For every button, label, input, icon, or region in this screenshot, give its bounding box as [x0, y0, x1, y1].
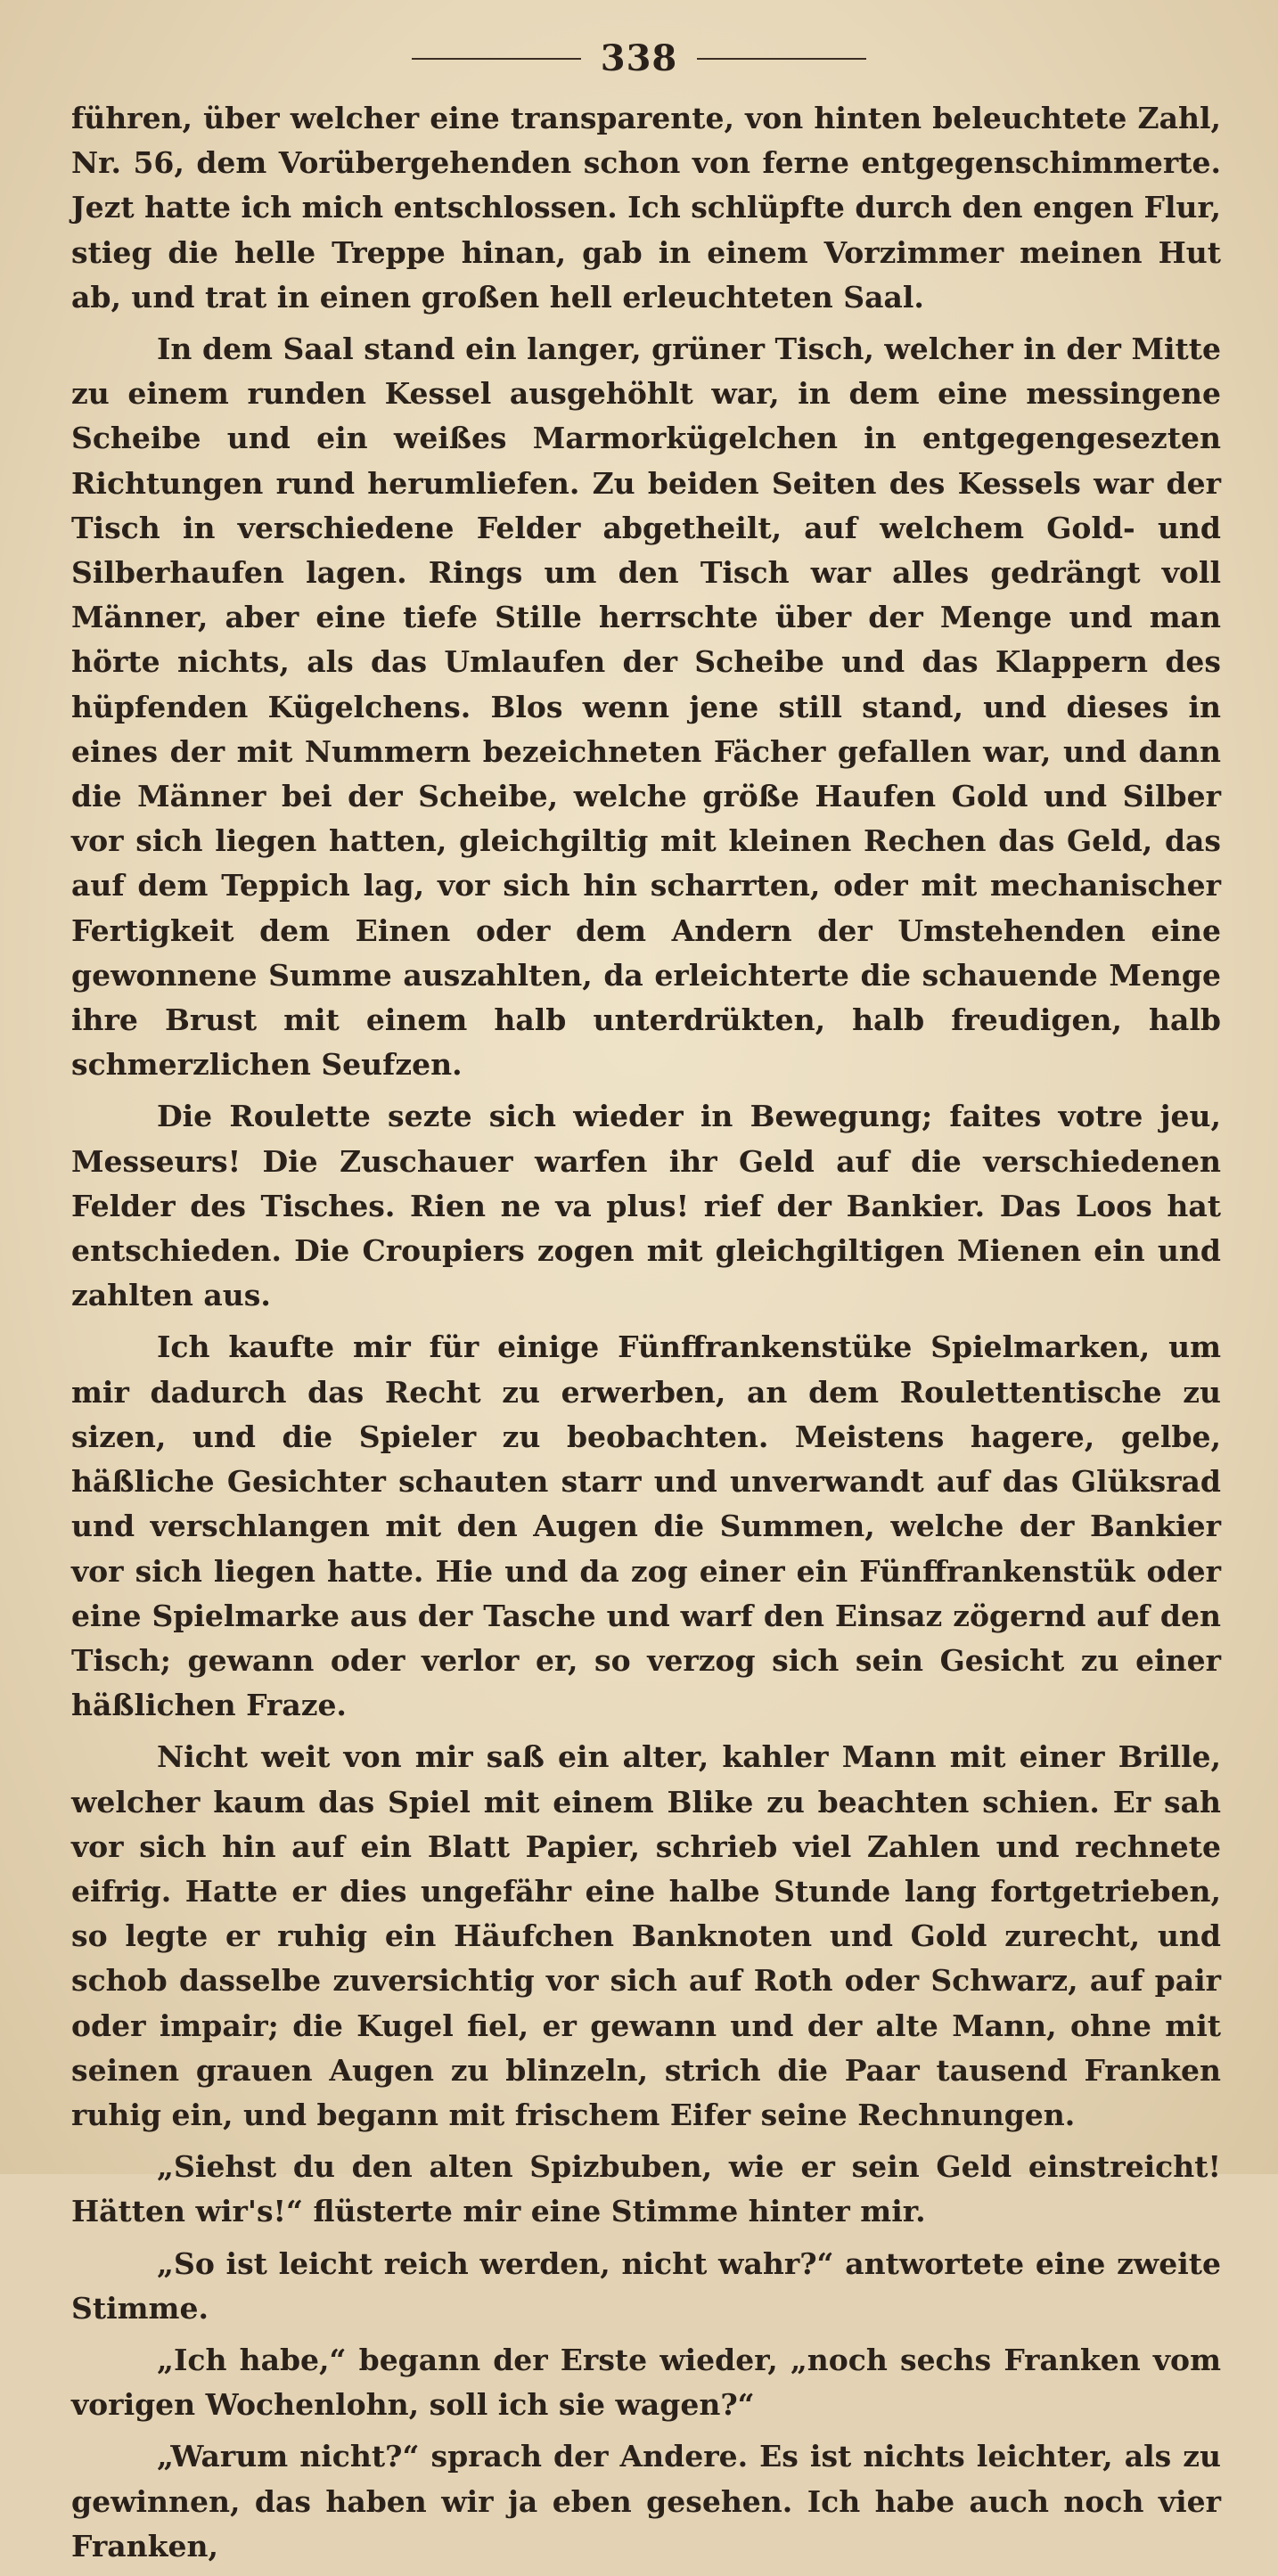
page-header — [0, 37, 1278, 79]
paragraph-roulette-motion: Die Roulette sezte sich wieder in Bewegung; faites votre jeu, Messeurs! Die Zuschauer warfen ihr Geld auf die verschiedenen Felder des Tisches. Rien ne va plus! rief der Bankier. Das Loos hat entschieden. Die Croupiers zogen mit gleichgiltigen Mienen ein und zahlten aus. — [71, 1099, 1221, 1313]
dialogue-line: „Siehst du den alten Spizbuben, wie er sein Geld einstreicht! Hätten wir's!“ flüsterte mir eine Stimme hinter mir. — [71, 2149, 1221, 2229]
dialogue-line: „Ich habe,“ begann der Erste wieder, „noch sechs Franken vom vorigen Wochenlohn, soll ich sie wagen?“ — [71, 2342, 1221, 2423]
header-rule-left — [412, 58, 581, 60]
page-number: 338 — [600, 37, 678, 79]
paragraph-roulette-table: In dem Saal stand ein langer, grüner Tisch, welcher in der Mitte zu einem runden Kessel ausgehöhlt war, in dem eine messingene Scheibe und ein weißes Marmorkügelchen in entgegengesezten Richtungen rund herumliefen. Zu beiden Seiten des Kessels war der Tisch in verschiedene Felder abgetheilt, auf welchem Gold- und Silberhaufen lagen. Rings um den Tisch war alles gedrängt voll Männer, aber eine tiefe Stille herrschte über der Menge und man hörte nichts, als das Umlaufen der Scheibe und das Klappern des hüpfenden Kügelchens. Blos wenn jene still stand, und dieses in eines der mit Nummern bezeichneten Fächer gefallen war, und dann die Männer bei der Scheibe, welche größe Haufen Gold und Silber vor sich liegen hatten, gleichgiltig mit kleinen Rechen das Geld, das auf dem Teppich lag, vor sich hin scharrten, oder mit mechanischer Fertigkeit dem Einen oder dem Andern der Umstehenden eine gewonnene Summe auszahlten, da erleichterte die schauende Menge ihre Brust mit einem halb unterdrükten, halb freudigen, halb schmerzlichen Seufzen. — [71, 331, 1221, 1083]
paragraph-spielmarken: Ich kaufte mir für einige Fünffrankenstüke Spielmarken, um mir dadurch das Recht zu erwerben, an dem Roulettentische zu sizen, und die Spieler zu beobachten. Meistens hagere, gelbe, häßliche Gesichter schauten starr und unverwandt auf das Glüksrad und verschlangen mit den Augen die Summen, welche der Bankier vor sich liegen hatte. Hie und da zog einer ein Fünffrankenstük oder eine Spielmarke aus der Tasche und warf den Einsaz zögernd auf den Tisch; gewann oder verlor er, so verzog sich sein Gesicht zu einer häßlichen Fraze. — [71, 1329, 1221, 1723]
dialogue-line: „So ist leicht reich werden, nicht wahr?“ antwortete eine zweite Stimme. — [71, 2245, 1221, 2326]
paragraph-continuation: führen, über welcher eine transparente, von hinten beleuchtete Zahl, Nr. 56, dem Vorübergehenden schon von ferne entgegenschimmerte. Jezt hatte ich mich entschlossen. Ich schlüpfte durch den engen Flur, stieg die helle Treppe hinan, gab in einem Vorzimmer meinen Hut ab, und trat in einen großen hell erleuchteten Saal. — [71, 101, 1221, 315]
paragraph-old-man: Nicht weit von mir saß ein alter, kahler Mann mit einer Brille, welcher kaum das Spiel mit einem Blike zu beachten schien. Er sah vor sich hin auf ein Blatt Papier, schrieb viel Zahlen und rechnete eifrig. Hatte er dies ungefähr eine halbe Stunde lang fortgetrieben, so legte er ruhig ein Häufchen Banknoten und Gold zurecht, und schob dasselbe zuversichtig vor sich auf Roth oder Schwarz, auf pair oder impair; die Kugel fiel, er gewann und der alte Mann, ohne mit seinen grauen Augen zu blinzeln, strich die Paar tausend Franken ruhig ein, und begann mit frischem Eifer seine Rechnungen. — [71, 1739, 1221, 2132]
body-text — [71, 96, 1221, 2576]
header-rule-right — [697, 58, 866, 60]
dialogue-line: „Warum nicht?“ sprach der Andere. Es ist nichts leichter, als zu gewinnen, das haben wir ja eben gesehen. Ich habe auch noch vier Franken, — [71, 2439, 1221, 2564]
